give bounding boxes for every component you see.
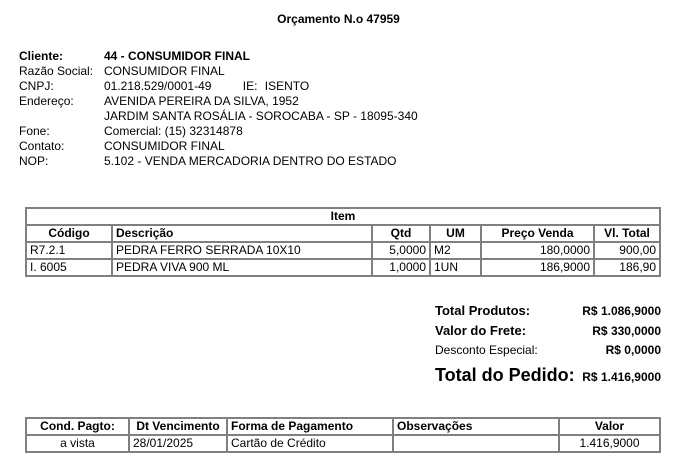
total-produtos-value: R$ 1.086,9000 <box>582 304 661 318</box>
endereco-row-2 <box>19 109 418 124</box>
total-produtos-label: Total Produtos: <box>435 303 531 318</box>
item-preco: 180,0000 <box>481 242 594 259</box>
client-row <box>19 49 418 64</box>
nop-value: 5.102 - VENDA MERCADORIA DENTRO DO ESTADO <box>104 154 397 168</box>
pay-cond: a vista <box>26 435 129 452</box>
table-row <box>26 435 660 452</box>
endereco-line2: JARDIM SANTA ROSÁLIA - SOROCABA - SP - 18095-340 <box>104 109 418 123</box>
payment-table <box>25 417 661 453</box>
client-value: 44 - CONSUMIDOR FINAL <box>104 49 251 63</box>
pay-obs <box>393 435 559 452</box>
col-descricao: Descrição <box>112 225 372 242</box>
col-observacoes: Observações <box>393 418 559 435</box>
items-table <box>25 207 661 277</box>
items-header-row <box>26 225 660 242</box>
item-total: 900,00 <box>594 242 660 259</box>
totals-block <box>435 303 661 386</box>
contato-row <box>19 139 418 154</box>
cnpj-label: CNPJ: <box>19 79 54 93</box>
item-descricao: PEDRA VIVA 900 ML <box>112 259 372 276</box>
endereco-row <box>19 94 418 109</box>
cnpj-row <box>19 79 418 94</box>
col-vl-total: Vl. Total <box>594 225 660 242</box>
document-title: Orçamento N.o 47959 <box>277 12 400 26</box>
item-um: M2 <box>430 242 481 259</box>
col-um: UM <box>430 225 481 242</box>
item-codigo: I. 6005 <box>26 259 112 276</box>
client-info <box>19 49 418 169</box>
client-label: Cliente: <box>19 49 64 63</box>
item-total: 186,90 <box>594 259 660 276</box>
item-um: 1UN <box>430 259 481 276</box>
contato-label: Contato: <box>19 139 65 153</box>
frete-row <box>435 323 661 343</box>
table-row <box>26 242 660 259</box>
payment-header-row <box>26 418 660 435</box>
col-valor: Valor <box>559 418 660 435</box>
items-caption-row <box>26 208 660 225</box>
desconto-row <box>435 343 661 363</box>
desconto-value: R$ 0,0000 <box>605 343 661 357</box>
ie-value: ISENTO <box>264 79 310 93</box>
col-dt-vencimento: Dt Vencimento <box>129 418 227 435</box>
total-pedido-label: Total do Pedido: <box>435 365 575 385</box>
item-preco: 186,9000 <box>481 259 594 276</box>
col-codigo: Código <box>26 225 112 242</box>
pay-vencimento: 28/01/2025 <box>129 435 227 452</box>
total-pedido-value: R$ 1.416,9000 <box>582 370 661 384</box>
col-cond-pagto: Cond. Pagto: <box>26 418 129 435</box>
ie-label: IE: <box>242 79 258 93</box>
nop-label: NOP: <box>19 154 49 168</box>
endereco-label: Endereço: <box>19 94 74 108</box>
fone-label: Fone: <box>19 124 50 138</box>
fone-value: Comercial: (15) 32314878 <box>104 124 243 138</box>
desconto-label: Desconto Especial: <box>435 343 538 357</box>
item-qtd: 1,0000 <box>372 259 430 276</box>
item-qtd: 5,0000 <box>372 242 430 259</box>
col-qtd: Qtd <box>372 225 430 242</box>
item-descricao: PEDRA FERRO SERRADA 10X10 <box>112 242 372 259</box>
pay-valor: 1.416,9000 <box>559 435 660 452</box>
cnpj-value: 01.218.529/0001-49 <box>104 79 212 93</box>
contato-value: CONSUMIDOR FINAL <box>104 139 225 153</box>
col-preco-venda: Preço Venda <box>481 225 594 242</box>
col-forma-pagamento: Forma de Pagamento <box>227 418 393 435</box>
table-row <box>26 259 660 276</box>
total-produtos-row <box>435 303 661 323</box>
frete-label: Valor do Frete: <box>435 323 527 338</box>
razao-row <box>19 64 418 79</box>
total-pedido-row <box>435 365 661 386</box>
frete-value: R$ 330,0000 <box>592 324 661 338</box>
endereco-line1: AVENIDA PEREIRA DA SILVA, 1952 <box>104 94 299 108</box>
razao-label: Razão Social: <box>19 64 94 78</box>
item-codigo: R7.2.1 <box>26 242 112 259</box>
fone-row <box>19 124 418 139</box>
pay-forma: Cartão de Crédito <box>227 435 393 452</box>
nop-row <box>19 154 418 169</box>
items-caption: Item <box>26 208 660 225</box>
razao-value: CONSUMIDOR FINAL <box>104 64 225 78</box>
